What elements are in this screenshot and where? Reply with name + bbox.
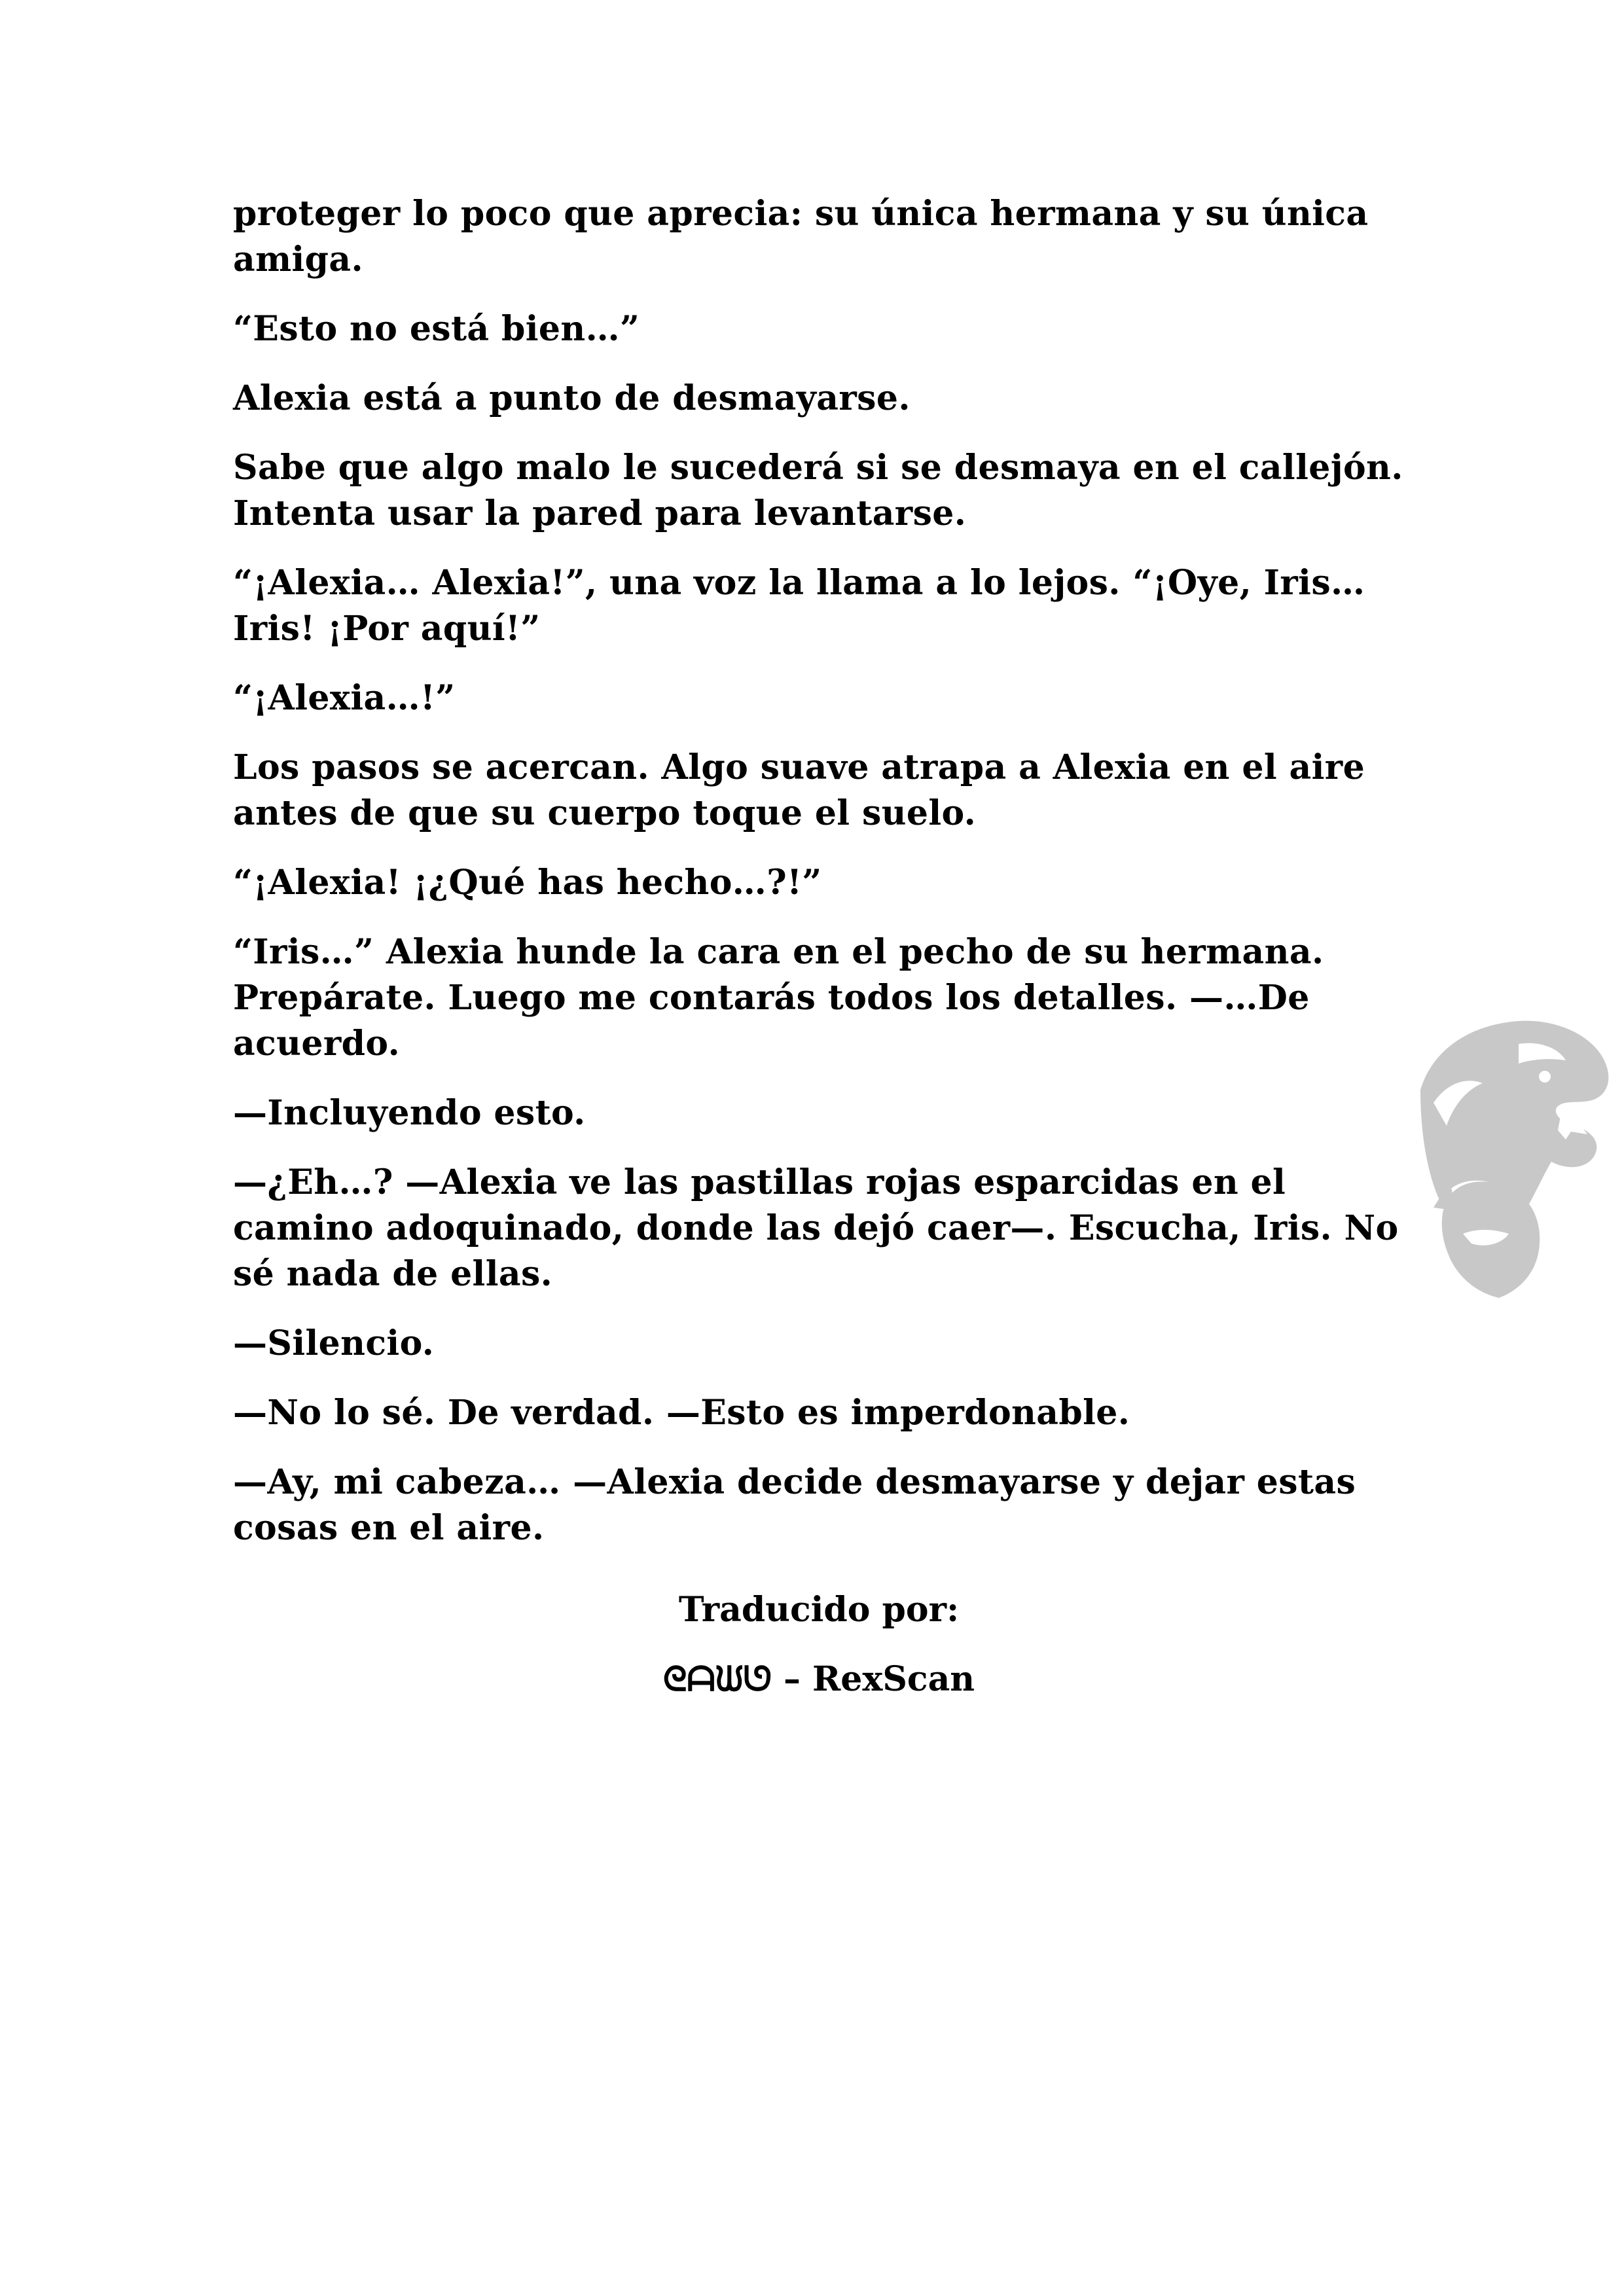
paragraph-5: “¡Alexia… Alexia!”, una voz la llama a lo lejos. “¡Oye, Iris… Iris! ¡Por aquí!” (233, 563, 1365, 649)
paragraph-9: “Iris…” Alexia hunde la cara en el pecho de su hermana. Prepárate. Luego me contarás todos los detalles. —…De acuerdo. (233, 932, 1324, 1064)
paragraph-8: “¡Alexia! ¡¿Qué has hecho…?!” (233, 863, 822, 903)
paragraph-7: Los pasos se acercan. Algo suave atrapa a Alexia en el aire antes de que su cuerpo toque el suelo. (233, 747, 1365, 833)
paragraph-12: —Silencio. (233, 1323, 435, 1363)
credits-translator: ᘓᗩᙎᘎ – RexScan (662, 1659, 975, 1699)
dinosaur-head-logo-icon (1394, 985, 1624, 1312)
paragraph-3: Alexia está a punto de desmayarse. (233, 378, 911, 418)
body-text (233, 191, 1405, 1575)
translation-credits (233, 1587, 1405, 1726)
paragraph-13: —No lo sé. De verdad. —Esto es imperdonable. (233, 1393, 1130, 1433)
credits-heading: Traducido por: (678, 1590, 960, 1630)
paragraph-4: Sabe que algo malo le sucederá si se desmaya en el callejón. Intenta usar la pared para levantarse. (233, 448, 1403, 533)
paragraph-1: proteger lo poco que aprecia: su única hermana y su única amiga. (233, 194, 1369, 279)
paragraph-6: “¡Alexia…!” (233, 678, 456, 718)
paragraph-14: —Ay, mi cabeza… —Alexia decide desmayarse y dejar estas cosas en el aire. (233, 1462, 1356, 1548)
paragraph-2: “Esto no está bien…” (233, 309, 640, 349)
paragraph-11: —¿Eh…? —Alexia ve las pastillas rojas esparcidas en el camino adoquinado, donde las dejó caer—. Escucha, Iris. No sé nada de ellas. (233, 1162, 1399, 1294)
paragraph-10: —Incluyendo esto. (233, 1093, 586, 1133)
